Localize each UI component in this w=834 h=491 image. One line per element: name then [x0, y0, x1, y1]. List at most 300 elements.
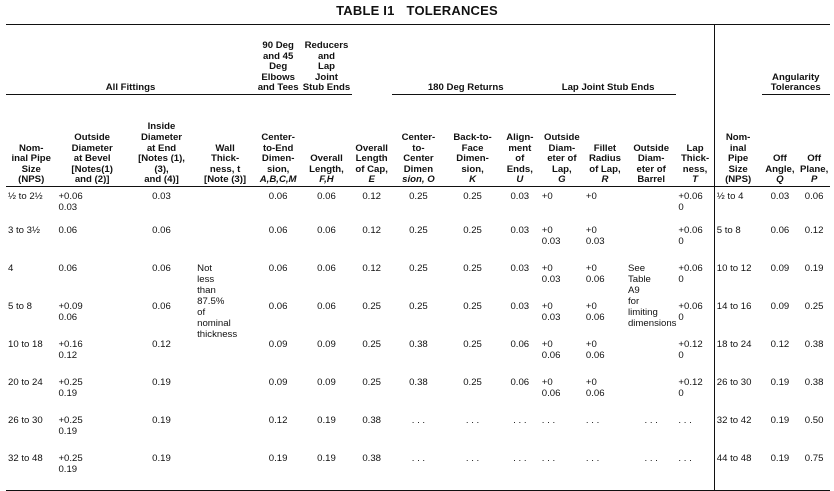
cell-line: . . . [585, 452, 600, 464]
header-line: Nom- [725, 132, 751, 144]
header-line: Outside [74, 132, 111, 144]
header-line: P [810, 174, 818, 186]
header-line: Center [403, 153, 434, 165]
cell-btf: 0.25 [463, 376, 482, 388]
cell-fillet [584, 263, 626, 301]
cell-od [56, 453, 127, 491]
cell-od [56, 225, 127, 263]
cell-id: 0.06 [152, 224, 171, 236]
cell-cap: 0.12 [362, 224, 381, 236]
cell-line: 0 [678, 273, 684, 285]
cell-cte: 0.12 [268, 414, 288, 426]
cell-line: +0.06 [58, 191, 83, 202]
cell-nps: 4 [8, 262, 14, 274]
col-cap-length [352, 95, 392, 187]
header-line: Fillet [593, 142, 617, 154]
cell-line: +0.12 [678, 338, 703, 350]
cell-line: +0.09 [58, 300, 83, 312]
cell-lap-od [540, 453, 584, 491]
barrel-note [626, 263, 676, 415]
header-line: Size [728, 163, 748, 175]
header-line: of [515, 153, 525, 165]
col-center-to-center [392, 95, 446, 187]
cell-ol: 0.09 [317, 338, 336, 350]
cell-line: +0 [585, 262, 597, 274]
cell-nps2: 14 to 16 [716, 300, 752, 312]
cell-btf: 0.25 [463, 224, 482, 236]
col-od-bevel [56, 95, 127, 187]
header-line: Tolerances [770, 82, 821, 94]
header-line: Outside [543, 132, 580, 144]
cell-align: 0.03 [510, 300, 530, 312]
header-line: [Notes(1) [71, 163, 113, 175]
cell-nps2: 10 to 12 [716, 262, 752, 274]
cell-line: +0.06 [678, 224, 703, 236]
header-line: (NPS) [18, 174, 45, 186]
cell-line: 0.03 [541, 311, 561, 323]
cell-q: 0.19 [770, 414, 790, 426]
cell-ol: 0.06 [317, 300, 336, 312]
note-line: limiting [627, 306, 658, 318]
cell-p: 0.38 [804, 338, 824, 350]
cell-id: 0.19 [152, 414, 171, 426]
cell-cte: 0.09 [268, 338, 288, 350]
cell-lap-t [676, 453, 714, 491]
cell-line: 0.03 [541, 273, 561, 285]
cell-line: 0.19 [58, 387, 78, 399]
cell-line: 0.06 [585, 273, 605, 285]
cell-fillet [584, 377, 626, 415]
cell-fillet [584, 453, 626, 491]
cell-line: . . . [541, 414, 556, 426]
cell-align: . . . [513, 414, 527, 426]
cell-barrel [626, 187, 676, 225]
cell-ol: 0.19 [301, 453, 351, 491]
cell-p: 0.38 [804, 376, 824, 388]
cell-line: +0 [585, 300, 597, 312]
cell-line: +0.16 [58, 338, 83, 350]
cell-lap-od [540, 187, 584, 225]
cell-ol: 0.09 [317, 376, 336, 388]
cell-lap-t [676, 301, 714, 339]
cell-btf: 0.25 [463, 191, 482, 202]
header-line: and Tees [257, 82, 299, 94]
cell-cte: 0.19 [255, 453, 301, 491]
header-line: to- [412, 142, 425, 154]
cell-lap-od [540, 377, 584, 415]
header-line: Face [461, 142, 484, 154]
col-lap-thickness [676, 95, 714, 187]
header-line: Center- [401, 132, 436, 144]
header-line: Barrel [637, 174, 666, 186]
cell-p: 0.19 [804, 262, 824, 274]
cell-nps2: ½ to 4 [716, 191, 744, 202]
header-line: (NPS) [725, 174, 752, 186]
cell-line: 0.03 [58, 202, 78, 213]
header-line: Lap [686, 142, 704, 154]
cell-cap: 0.25 [362, 338, 381, 350]
cell-ctc: 0.25 [409, 262, 428, 274]
cell-ctc: 0.38 [409, 338, 428, 350]
header-line: K [469, 174, 476, 186]
header-line: Inside [147, 121, 176, 133]
header-line: and 45 [262, 50, 294, 62]
cell-q: 0.19 [770, 376, 790, 388]
cell-btf: 0.25 [463, 262, 482, 274]
cell-od [56, 339, 127, 377]
table-row [6, 225, 830, 263]
cell-cte: 0.06 [268, 262, 288, 274]
note-line: than [197, 284, 216, 296]
cell-line: 0.19 [58, 463, 78, 475]
cell-align: 0.03 [510, 262, 530, 274]
cell-wall [195, 187, 255, 225]
cell-btf: . . . [445, 453, 500, 491]
cell-q: 0.03 [770, 191, 790, 202]
cell-nps2: 44 to 48 [714, 453, 761, 491]
cell-cap: 0.38 [352, 453, 392, 491]
note-line: less [197, 273, 215, 285]
table-row [6, 339, 830, 377]
cell-q: 0.19 [762, 453, 799, 491]
cell-line: 0 [678, 235, 684, 247]
header-line: at Bevel [73, 153, 111, 165]
cell-line: +0.12 [678, 376, 703, 388]
cell-lap-t [676, 225, 714, 263]
cell-cte: 0.06 [268, 224, 288, 236]
header-line: Ends, [506, 163, 533, 175]
cell-line: 0.06 [585, 311, 605, 323]
header-line: ness, t [209, 163, 241, 175]
cell-od [56, 187, 127, 225]
cell-ctc: 0.25 [409, 191, 428, 202]
cell-line: +0.25 [58, 452, 83, 464]
cell-nps2: 18 to 24 [716, 338, 752, 350]
header-line: E [368, 174, 375, 186]
cell-ctc: 0.38 [409, 376, 428, 388]
header-line: and [317, 50, 336, 62]
group-180-returns: 180 Deg Returns [392, 25, 540, 95]
table-number: TABLE I1 [336, 3, 395, 18]
cell-q: 0.09 [770, 300, 790, 312]
cell-lap-od [540, 339, 584, 377]
cell-btf: 0.25 [463, 300, 482, 312]
cell-fillet [584, 415, 626, 453]
header-line: Off [772, 153, 787, 165]
cell-wall [195, 377, 255, 415]
cell-wall [195, 415, 255, 453]
table-row [6, 415, 830, 453]
cell-nps2: 32 to 42 [716, 414, 752, 426]
header-line: of Lap, [589, 163, 621, 175]
cell-line: . . . [678, 414, 692, 426]
cell-wall [195, 453, 255, 491]
group-elbows-tees [255, 25, 301, 95]
cell-align: 0.03 [510, 191, 530, 202]
header-line: Plane, [800, 163, 829, 175]
cell-btf: . . . [465, 414, 480, 426]
header-line: G [558, 174, 566, 186]
cell-p: 0.06 [804, 191, 824, 202]
header-line: Thick- [680, 153, 710, 165]
cell-lap-od [540, 225, 584, 263]
cell-line: +0.25 [58, 414, 83, 426]
cell-nps: 3 to 3½ [8, 224, 41, 236]
header-line: Lap [317, 61, 336, 73]
header-line: sion, O [402, 174, 435, 186]
cell-cap: 0.25 [362, 376, 381, 388]
col-center-to-end [255, 95, 301, 187]
cell-ol: 0.06 [317, 224, 336, 236]
cell-ctc: . . . [411, 414, 426, 426]
header-line: Diameter [140, 132, 183, 144]
header-line: sion, [266, 163, 290, 175]
cell-line: +0.06 [678, 262, 703, 274]
cell-align: 0.03 [510, 224, 530, 236]
cell-lap-od [540, 415, 584, 453]
cell-ctc: . . . [392, 453, 446, 491]
table-row [6, 301, 830, 339]
cell-nps: 26 to 30 [8, 414, 43, 426]
header-line: Dimen [403, 163, 434, 175]
cell-lap-t [676, 187, 714, 225]
header-line: Pipe [727, 153, 749, 165]
cell-p: 0.50 [804, 414, 824, 426]
cell-fillet [584, 225, 626, 263]
table-name: TOLERANCES [406, 3, 498, 18]
cell-lap-t [676, 339, 714, 377]
col-off-plane [798, 95, 830, 187]
cell-q: 0.06 [770, 224, 790, 236]
header-line: Overall [310, 153, 343, 165]
col-overall-length [301, 95, 351, 187]
cell-line: 0 [678, 202, 684, 213]
tolerances-table [6, 24, 830, 491]
cell-ctc: 0.25 [409, 300, 428, 312]
cell-ol: 0.06 [317, 262, 336, 274]
cell-id: 0.03 [152, 191, 171, 202]
table-row [6, 263, 830, 301]
cell-line: . . . [541, 452, 556, 464]
cell-btf: 0.25 [463, 338, 482, 350]
header-line: Diam- [637, 153, 665, 165]
header-line: to-End [262, 142, 294, 154]
table-row [6, 453, 830, 491]
col-nps-2 [714, 95, 761, 187]
note-line: nominal [197, 317, 231, 329]
header-line: and (2)] [74, 174, 110, 186]
cell-id: 0.06 [152, 262, 171, 274]
cell-q: 0.12 [770, 338, 790, 350]
header-line: ment [508, 142, 532, 154]
header-line: and (4)] [144, 174, 179, 186]
header-line: Deg [269, 61, 288, 73]
header-line: Length, [309, 163, 344, 175]
cell-lap-t [676, 377, 714, 415]
cell-cap: 0.12 [362, 262, 381, 274]
cell-line: 0.06 [541, 387, 561, 399]
cell-ol: 0.19 [317, 414, 336, 426]
header-line: of Cap, [355, 163, 388, 175]
header-line: Outside [633, 142, 670, 154]
cell-align: 0.06 [510, 338, 530, 350]
cell-cap: 0.25 [362, 300, 381, 312]
col-id-end [128, 95, 195, 187]
group-angularity [762, 25, 830, 95]
cell-line: 0.12 [58, 349, 78, 361]
header-line: Diam- [548, 142, 576, 154]
header-line: sion, [461, 163, 484, 175]
cell-line: +0 [541, 262, 553, 274]
cell-barrel: . . . [644, 414, 658, 426]
cell-ctc: 0.25 [409, 224, 428, 236]
header-line: Angularity [772, 71, 820, 83]
header-line: Length [355, 153, 388, 165]
col-back-to-face [445, 95, 500, 187]
cell-line: +0.25 [58, 376, 83, 388]
header-line: Overall [355, 142, 388, 154]
cell-line: 0 [678, 311, 684, 323]
cell-line: 0.03 [541, 235, 561, 247]
note-line: Not [197, 262, 213, 274]
header-line: Diameter [71, 142, 113, 154]
cell-od [56, 301, 127, 339]
header-line: Wall [215, 142, 235, 154]
header-line: [Notes (1), [138, 153, 185, 165]
cell-cte: 0.09 [268, 376, 288, 388]
header-line: F,H [319, 174, 334, 186]
header-line: Q [776, 174, 784, 186]
cell-lap-t [676, 263, 714, 301]
cell-line: +0 [585, 224, 597, 236]
header-line: Size [21, 163, 41, 175]
cell-line: . . . [678, 452, 692, 464]
header-line: ness, [682, 163, 708, 175]
header-line: Radius [588, 153, 621, 165]
cell-line: 0.06 [58, 311, 78, 323]
col-nps [6, 95, 56, 187]
cell-barrel: . . . [626, 453, 676, 491]
note-line: dimensions [627, 317, 677, 329]
cell-q: 0.09 [770, 262, 790, 274]
cell-line: +0 [541, 300, 553, 312]
cell-id: 0.12 [152, 338, 171, 350]
table-row [6, 187, 830, 225]
note-line: thickness [197, 328, 238, 340]
cell-line: +0.06 [678, 191, 703, 202]
cell-nps: ½ to 2½ [8, 191, 43, 202]
cell-nps: 20 to 24 [8, 376, 43, 388]
cell-line: +0 [541, 191, 553, 202]
header-line: eter of Lap, [547, 153, 577, 175]
col-lap-od [540, 95, 584, 187]
col-wall [195, 95, 255, 187]
cell-id: 0.19 [128, 453, 195, 491]
header-line: Center- [261, 132, 295, 144]
header-line: Stub Ends [302, 82, 351, 94]
cell-line: +0 [541, 338, 553, 350]
cell-wall [195, 225, 255, 263]
table-row [6, 377, 830, 415]
cell-align: 0.06 [510, 376, 530, 388]
header-line: T [692, 174, 698, 186]
cell-line: +0 [585, 191, 597, 202]
header-line: Off [807, 153, 822, 165]
note-line: See [627, 262, 646, 274]
cell-p: 0.75 [798, 453, 830, 491]
header-line: [Note (3)] [204, 174, 247, 186]
header-line: eter of [636, 163, 666, 175]
cell-line: 0 [678, 349, 684, 361]
cell-id: 0.19 [152, 376, 171, 388]
header-line: R [601, 174, 609, 186]
cell-nps2: 26 to 30 [716, 376, 752, 388]
cell-fillet [584, 187, 626, 225]
col-off-angle [762, 95, 799, 187]
cell-line: 0.06 [58, 224, 78, 236]
cell-nps: 10 to 18 [8, 338, 43, 350]
cell-lap-od [540, 263, 584, 301]
col-fillet [584, 95, 626, 187]
cell-fillet [584, 301, 626, 339]
cell-id: 0.06 [152, 300, 171, 312]
cell-line: 0.06 [585, 349, 605, 361]
header-line: Thick- [210, 153, 240, 165]
header-line: (3), [154, 163, 169, 175]
cell-fillet [584, 339, 626, 377]
wall-note [195, 263, 255, 377]
header-line: inal [729, 142, 747, 154]
col-alignment [500, 95, 540, 187]
cell-lap-od [540, 301, 584, 339]
cell-cte: 0.06 [268, 191, 288, 202]
note-line: of [197, 306, 206, 318]
cell-cap: 0.38 [362, 414, 381, 426]
cell-line: 0.06 [585, 387, 605, 399]
cell-nps: 32 to 48 [6, 453, 56, 491]
table-title [0, 3, 834, 18]
cell-p: 0.25 [804, 300, 824, 312]
col-barrel [626, 95, 676, 187]
cell-od [56, 415, 127, 453]
cell-od [56, 263, 127, 301]
cell-line: +0 [541, 376, 553, 388]
cell-cte: 0.06 [268, 300, 288, 312]
cell-ol: 0.06 [317, 191, 336, 202]
header-line: at End [146, 142, 177, 154]
header-line: 90 Deg [262, 40, 294, 52]
note-line: A9 [627, 284, 640, 296]
cell-od [56, 377, 127, 415]
header-line: Angle, [765, 163, 795, 175]
note-line: 87.5% [197, 295, 225, 307]
cell-barrel [626, 225, 676, 263]
header-line: Dimen- [456, 153, 489, 165]
cell-line: +0 [541, 224, 553, 236]
cell-lap-t [676, 415, 714, 453]
header-line: Joint [315, 71, 338, 83]
cell-line: 0 [678, 387, 684, 399]
group-all-fittings: All Fittings [6, 25, 255, 95]
header-line: Align- [506, 132, 534, 144]
header-line: Reducers [304, 40, 349, 52]
note-line: Table [627, 273, 651, 285]
cell-align: . . . [500, 453, 540, 491]
cell-nps2: 5 to 8 [716, 224, 741, 236]
group-reducers [301, 25, 351, 95]
cell-line: 0.06 [541, 349, 561, 361]
cell-line: +0.06 [678, 300, 703, 312]
